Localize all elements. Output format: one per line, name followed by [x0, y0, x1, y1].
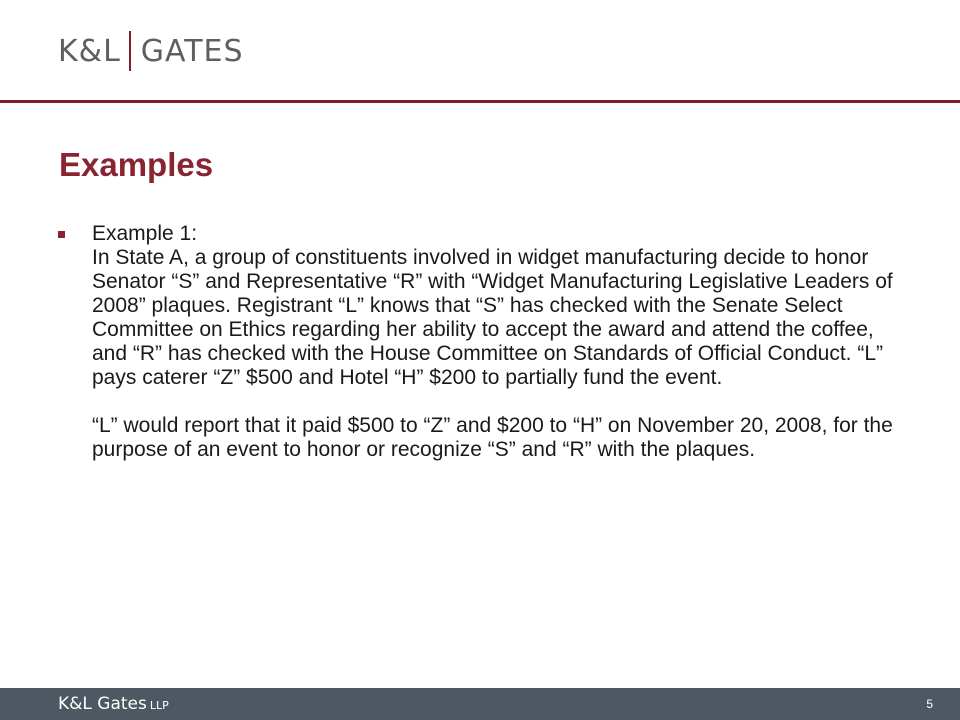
footer-logo — [58, 694, 169, 714]
square-bullet-icon — [58, 231, 65, 238]
bullet-list — [58, 222, 908, 462]
logo-right-text: GATES — [140, 33, 244, 69]
logo-left-text: K&L — [58, 33, 121, 69]
bullet-paragraph-1: In State A, a group of constituents involved in widget manufacturing decide to honor Senator “S” and Representative “R” with “Widget Manufacturing Legislative Leaders of 2008” plaques. Registrant “L” knows that “S” has checked with the Senate Select Committee on Ethics regarding her ability to accept the award and attend the coffee, and “R” has checked with the House Committee on Standards of Official Conduct. “L” pays caterer “Z” $500 and Hotel “H” $200 to partially fund the event. — [92, 246, 893, 389]
header-rule — [0, 100, 960, 103]
bullet-heading: Example 1: — [92, 222, 198, 245]
logo-divider — [129, 31, 131, 71]
slide-title: Examples — [59, 146, 214, 183]
firm-logo — [58, 30, 244, 72]
page-number: 5 — [926, 697, 933, 711]
footer-bar — [0, 688, 960, 720]
paragraph-spacer — [92, 390, 908, 414]
footer-logo-suffix: LLP — [149, 699, 169, 712]
bullet-text — [92, 222, 908, 462]
bullet-paragraph-2: “L” would report that it paid $500 to “Z” and $200 to “H” on November 20, 2008, for the purpose of an event to honor or recognize “S” and “R” with the plaques. — [92, 414, 893, 461]
bullet-item-example-1 — [58, 222, 908, 462]
footer-logo-text: K&L Gates — [58, 694, 147, 714]
